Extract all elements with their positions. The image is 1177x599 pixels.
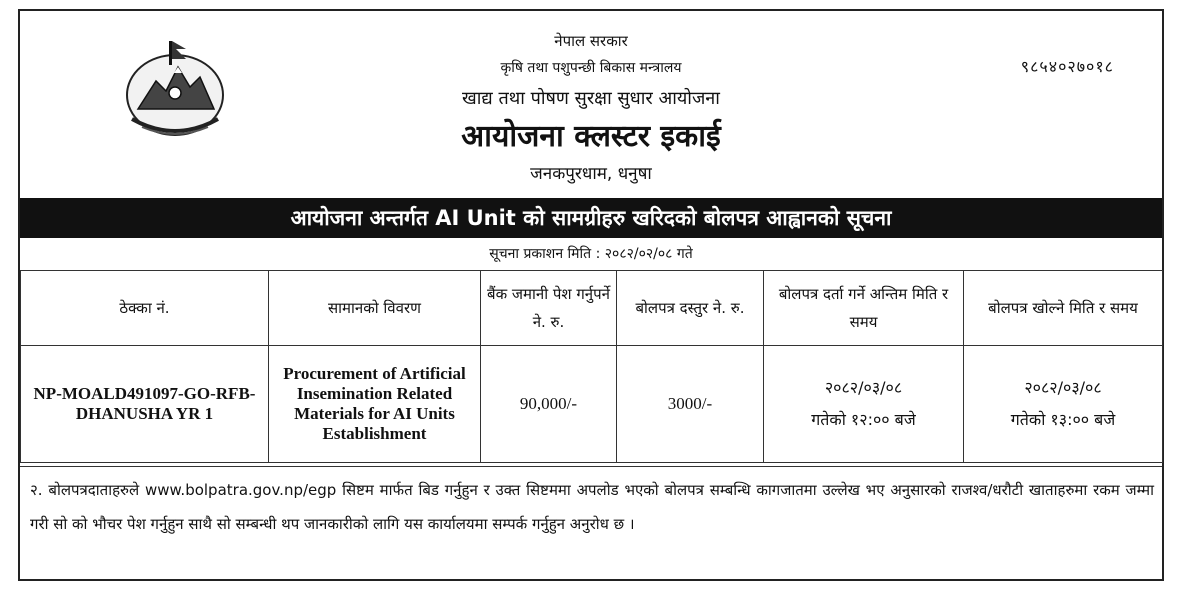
header-submission-deadline: बोलपत्र दर्ता गर्ने अन्तिम मिति र समय	[764, 271, 964, 346]
header-contract-no: ठेक्का नं.	[21, 271, 269, 346]
submission-time: गतेको १२:०० बजे	[811, 410, 916, 429]
opening-time: गतेको १३:०० बजे	[1010, 410, 1116, 429]
reference-number: ९८५४०२७०१८	[1020, 57, 1114, 76]
item-description: Procurement of Artificial Insemination Related Materials for AI Units Establishment	[269, 346, 481, 463]
header-description: सामानको विवरण	[269, 271, 481, 346]
bank-guarantee-amount: 90,000/-	[481, 346, 617, 463]
header-line-location: जनकपुरधाम, धनुषा	[530, 164, 652, 184]
table-header-row	[21, 271, 1163, 346]
contract-number: NP-MOALD491097-GO-RFB-DHANUSHA YR 1	[21, 346, 269, 463]
notice-frame	[18, 9, 1164, 581]
submission-deadline	[764, 346, 964, 463]
header-line-unit: आयोजना क्लस्टर इकाई	[461, 119, 721, 154]
notice-title-banner: आयोजना अन्तर्गत AI Unit को सामग्रीहरु खरिदको बोलपत्र आह्वानको सूचना	[20, 198, 1162, 238]
header-bid-fee: बोलपत्र दस्तुर ने. रु.	[617, 271, 764, 346]
bid-fee-amount: 3000/-	[617, 346, 764, 463]
opening-datetime	[964, 346, 1163, 463]
table-row	[21, 346, 1163, 463]
header-bank-guarantee: बैंक जमानी पेश गर्नुपर्ने ने. रु.	[481, 271, 617, 346]
header	[20, 11, 1162, 189]
publication-date: सूचना प्रकाशन मिति : २०८२/०२/०८ गते	[489, 246, 693, 262]
header-line-project: खाद्य तथा पोषण सुरक्षा सुधार आयोजना	[462, 88, 720, 109]
header-line-ministry: कृषि तथा पशुपन्छी बिकास मन्त्रालय	[500, 60, 682, 76]
header-line-government: नेपाल सरकार	[554, 32, 628, 50]
opening-date: २०८२/०३/०८	[1024, 378, 1102, 397]
bid-table	[20, 270, 1163, 463]
submission-date: २०८२/०३/०८	[824, 378, 903, 397]
header-opening-date: बोलपत्र खोल्ने मिति र समय	[964, 271, 1163, 346]
footer-note: २. बोलपत्रदाताहरुले www.bolpatra.gov.np/egp सिष्टम मार्फत बिड गर्नुहुन र उक्त सिष्टममा अपलोड भएको बोलपत्र सम्बन्धि कागजातमा उल्लेख भए अनुसारको राजश्व/धरौटी खाताहरुमा रकम जम्मा गरी सो को भौचर पेश गर्नुहुन साथै सो सम्बन्धी थप जानकारीको लागि यस कार्यालयमा सम्पर्क गर्नुहुन अनुरोध छ ।	[20, 466, 1162, 579]
